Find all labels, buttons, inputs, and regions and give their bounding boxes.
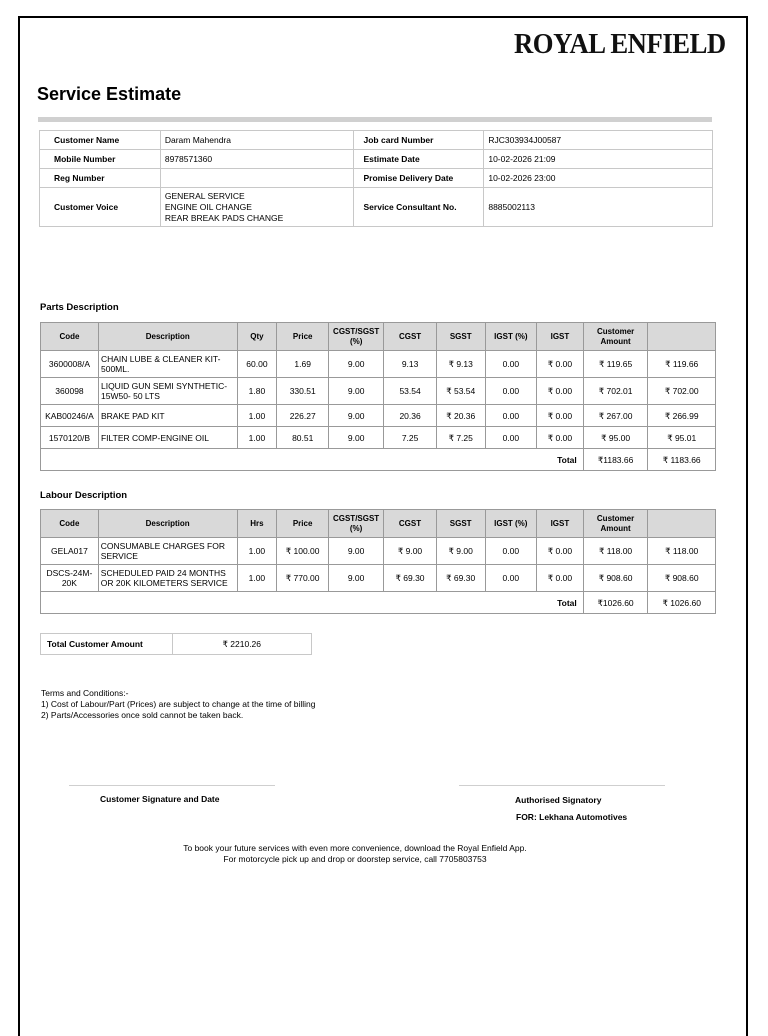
cell: ₹ 118.00 [648, 538, 716, 565]
col-price: Price [277, 510, 329, 538]
cell: ₹ 53.54 [436, 378, 485, 405]
cell: ₹ 119.65 [583, 351, 648, 378]
cell: ₹ 0.00 [537, 378, 584, 405]
mobile-number-value: 8978571360 [160, 150, 353, 169]
parts-heading: Parts Description [40, 302, 119, 313]
service-consultant-label: Service Consultant No. [353, 188, 484, 227]
cell: ₹ 702.01 [583, 378, 648, 405]
labour-total-label: Total [41, 592, 584, 614]
cell: 0.00 [485, 405, 537, 427]
cell: ₹ 100.00 [277, 538, 329, 565]
col-description: Description [98, 323, 237, 351]
parts-total-label: Total [41, 449, 584, 471]
info-row [40, 169, 713, 188]
footer-line: To book your future services with even more convenience, download the Royal Enfield App. [183, 843, 527, 853]
footer-line: For motorcycle pick up and drop or doorstep service, call 7705803753 [223, 854, 487, 864]
terms-item: 1) Cost of Labour/Part (Prices) are subject to change at the time of billing [41, 699, 316, 709]
cell: ₹ 9.00 [384, 538, 437, 565]
parts-total-amount-2: ₹ 1183.66 [648, 449, 716, 471]
cell: 1.80 [237, 378, 277, 405]
job-card-label: Job card Number [353, 131, 484, 150]
footer-note [0, 843, 710, 865]
customer-voice-label: Customer Voice [40, 188, 161, 227]
labour-table [40, 509, 716, 614]
table-row [41, 538, 716, 565]
customer-name-value: Daram Mahendra [160, 131, 353, 150]
col-customer-amount: Customer Amount [583, 323, 648, 351]
royal-enfield-logo: ROYAL ENFIELD [514, 28, 726, 60]
col-hrs: Hrs [237, 510, 277, 538]
cell: 360098 [41, 378, 99, 405]
cell: 1570120/B [41, 427, 99, 449]
col-igst: IGST [537, 510, 584, 538]
cell: 0.00 [485, 351, 537, 378]
col-description: Description [98, 510, 237, 538]
cell: 1.00 [237, 427, 277, 449]
labour-total-amount: ₹1026.60 [583, 592, 648, 614]
total-customer-amount-table [40, 633, 312, 655]
labour-total-amount-2: ₹ 1026.60 [648, 592, 716, 614]
dealer-name: FOR: Lekhana Automotives [516, 812, 628, 822]
estimate-date-label: Estimate Date [353, 150, 484, 169]
parts-total-row [41, 449, 716, 471]
cell: ₹ 0.00 [537, 405, 584, 427]
cell: ₹ 9.00 [436, 538, 485, 565]
cell: ₹ 702.00 [648, 378, 716, 405]
terms-and-conditions [41, 688, 316, 721]
cell: ₹ 0.00 [537, 427, 584, 449]
customer-signature-label: Customer Signature and Date [100, 794, 220, 804]
cell: FILTER COMP-ENGINE OIL [98, 427, 237, 449]
customer-voice-line: ENGINE OIL CHANGE [164, 201, 252, 212]
cell: ₹ 908.60 [583, 565, 648, 592]
authorised-signatory-label: Authorised Signatory [515, 795, 602, 805]
cell: ₹ 9.13 [436, 351, 485, 378]
cell: 3600008/A [41, 351, 99, 378]
customer-voice-value [160, 188, 353, 227]
cell: ₹ 0.00 [537, 565, 584, 592]
cell: 9.00 [329, 378, 384, 405]
col-igst-pct: IGST (%) [485, 323, 537, 351]
cell: 9.13 [384, 351, 437, 378]
col-cgst: CGST [384, 510, 437, 538]
authorised-signature-line [459, 785, 665, 786]
cell: CONSUMABLE CHARGES FOR SERVICE [98, 538, 237, 565]
parts-table [40, 322, 716, 471]
cell: 9.00 [328, 538, 383, 565]
col-igst-pct: IGST (%) [485, 510, 537, 538]
cell: ₹ 267.00 [583, 405, 648, 427]
col-cgst-sgst-pct: CGST/SGST (%) [329, 323, 384, 351]
cell: 7.25 [384, 427, 437, 449]
info-row [40, 150, 713, 169]
customer-info-table [39, 130, 713, 227]
cell: 0.00 [485, 538, 537, 565]
reg-number-value [160, 169, 353, 188]
customer-name-label: Customer Name [40, 131, 161, 150]
col-sgst: SGST [436, 510, 485, 538]
table-row [41, 405, 716, 427]
cell: ₹ 0.00 [537, 538, 584, 565]
title-divider [38, 117, 712, 122]
cell: ₹ 118.00 [583, 538, 648, 565]
cell: 0.00 [485, 427, 537, 449]
cell: 9.00 [329, 405, 384, 427]
cell: ₹ 119.66 [648, 351, 716, 378]
col-code: Code [41, 323, 99, 351]
mobile-number-label: Mobile Number [40, 150, 161, 169]
labour-total-row [41, 592, 716, 614]
cell: ₹ 95.01 [648, 427, 716, 449]
total-customer-amount-row [41, 634, 312, 655]
cell: 9.00 [328, 565, 383, 592]
cell: 1.00 [237, 538, 277, 565]
cell: 1.00 [237, 565, 277, 592]
cell: 53.54 [384, 378, 437, 405]
col-qty: Qty [237, 323, 277, 351]
promise-delivery-label: Promise Delivery Date [353, 169, 484, 188]
estimate-date-value: 10-02-2026 21:09 [484, 150, 713, 169]
customer-voice-line: REAR BREAK PADS CHANGE [164, 212, 284, 223]
cell: ₹ 20.36 [436, 405, 485, 427]
col-cgst: CGST [384, 323, 437, 351]
cell: 9.00 [329, 351, 384, 378]
info-row [40, 188, 713, 227]
cell: 9.00 [329, 427, 384, 449]
col-sgst: SGST [436, 323, 485, 351]
cell: ₹ 770.00 [277, 565, 329, 592]
table-row [41, 565, 716, 592]
terms-heading: Terms and Conditions:- [41, 688, 129, 698]
col-igst: IGST [537, 323, 584, 351]
cell: DSCS-24M-20K [41, 565, 99, 592]
col-amount-2 [648, 323, 716, 351]
col-amount-2 [648, 510, 716, 538]
cell: 1.00 [237, 405, 277, 427]
cell: SCHEDULED PAID 24 MONTHS OR 20K KILOMETERS SERVICE [98, 565, 237, 592]
table-row [41, 351, 716, 378]
job-card-value: RJC303934J00587 [484, 131, 713, 150]
cell: ₹ 7.25 [436, 427, 485, 449]
service-consultant-value: 8885002113 [484, 188, 713, 227]
cell: ₹ 69.30 [384, 565, 437, 592]
info-row [40, 131, 713, 150]
total-customer-amount-value: ₹ 2210.26 [172, 634, 311, 655]
cell: ₹ 908.60 [648, 565, 716, 592]
page-title: Service Estimate [37, 84, 182, 104]
promise-delivery-value: 10-02-2026 23:00 [484, 169, 713, 188]
cell: LIQUID GUN SEMI SYNTHETIC-15W50- 50 LTS [98, 378, 237, 405]
col-cgst-sgst-pct: CGST/SGST (%) [328, 510, 383, 538]
customer-voice-line: GENERAL SERVICE [164, 190, 245, 201]
col-price: Price [277, 323, 329, 351]
cell: ₹ 266.99 [648, 405, 716, 427]
cell: BRAKE PAD KIT [98, 405, 237, 427]
cell: 0.00 [485, 378, 537, 405]
cell: 20.36 [384, 405, 437, 427]
cell: 80.51 [277, 427, 329, 449]
total-customer-amount-label: Total Customer Amount [41, 634, 173, 655]
cell: 0.00 [485, 565, 537, 592]
cell: GELA017 [41, 538, 99, 565]
cell: 60.00 [237, 351, 277, 378]
cell: ₹ 0.00 [537, 351, 584, 378]
cell: 330.51 [277, 378, 329, 405]
cell: ₹ 95.00 [583, 427, 648, 449]
cell: 226.27 [277, 405, 329, 427]
labour-heading: Labour Description [40, 490, 128, 501]
parts-header-row [41, 323, 716, 351]
cell: CHAIN LUBE & CLEANER KIT-500ML. [98, 351, 237, 378]
reg-number-label: Reg Number [40, 169, 161, 188]
labour-header-row [41, 510, 716, 538]
customer-signature-line [69, 785, 275, 786]
cell: ₹ 69.30 [436, 565, 485, 592]
terms-item: 2) Parts/Accessories once sold cannot be taken back. [41, 710, 244, 720]
table-row [41, 378, 716, 405]
col-code: Code [41, 510, 99, 538]
table-row [41, 427, 716, 449]
col-customer-amount: Customer Amount [583, 510, 648, 538]
cell: 1.69 [277, 351, 329, 378]
parts-total-amount: ₹1183.66 [583, 449, 648, 471]
cell: KAB00246/A [41, 405, 99, 427]
